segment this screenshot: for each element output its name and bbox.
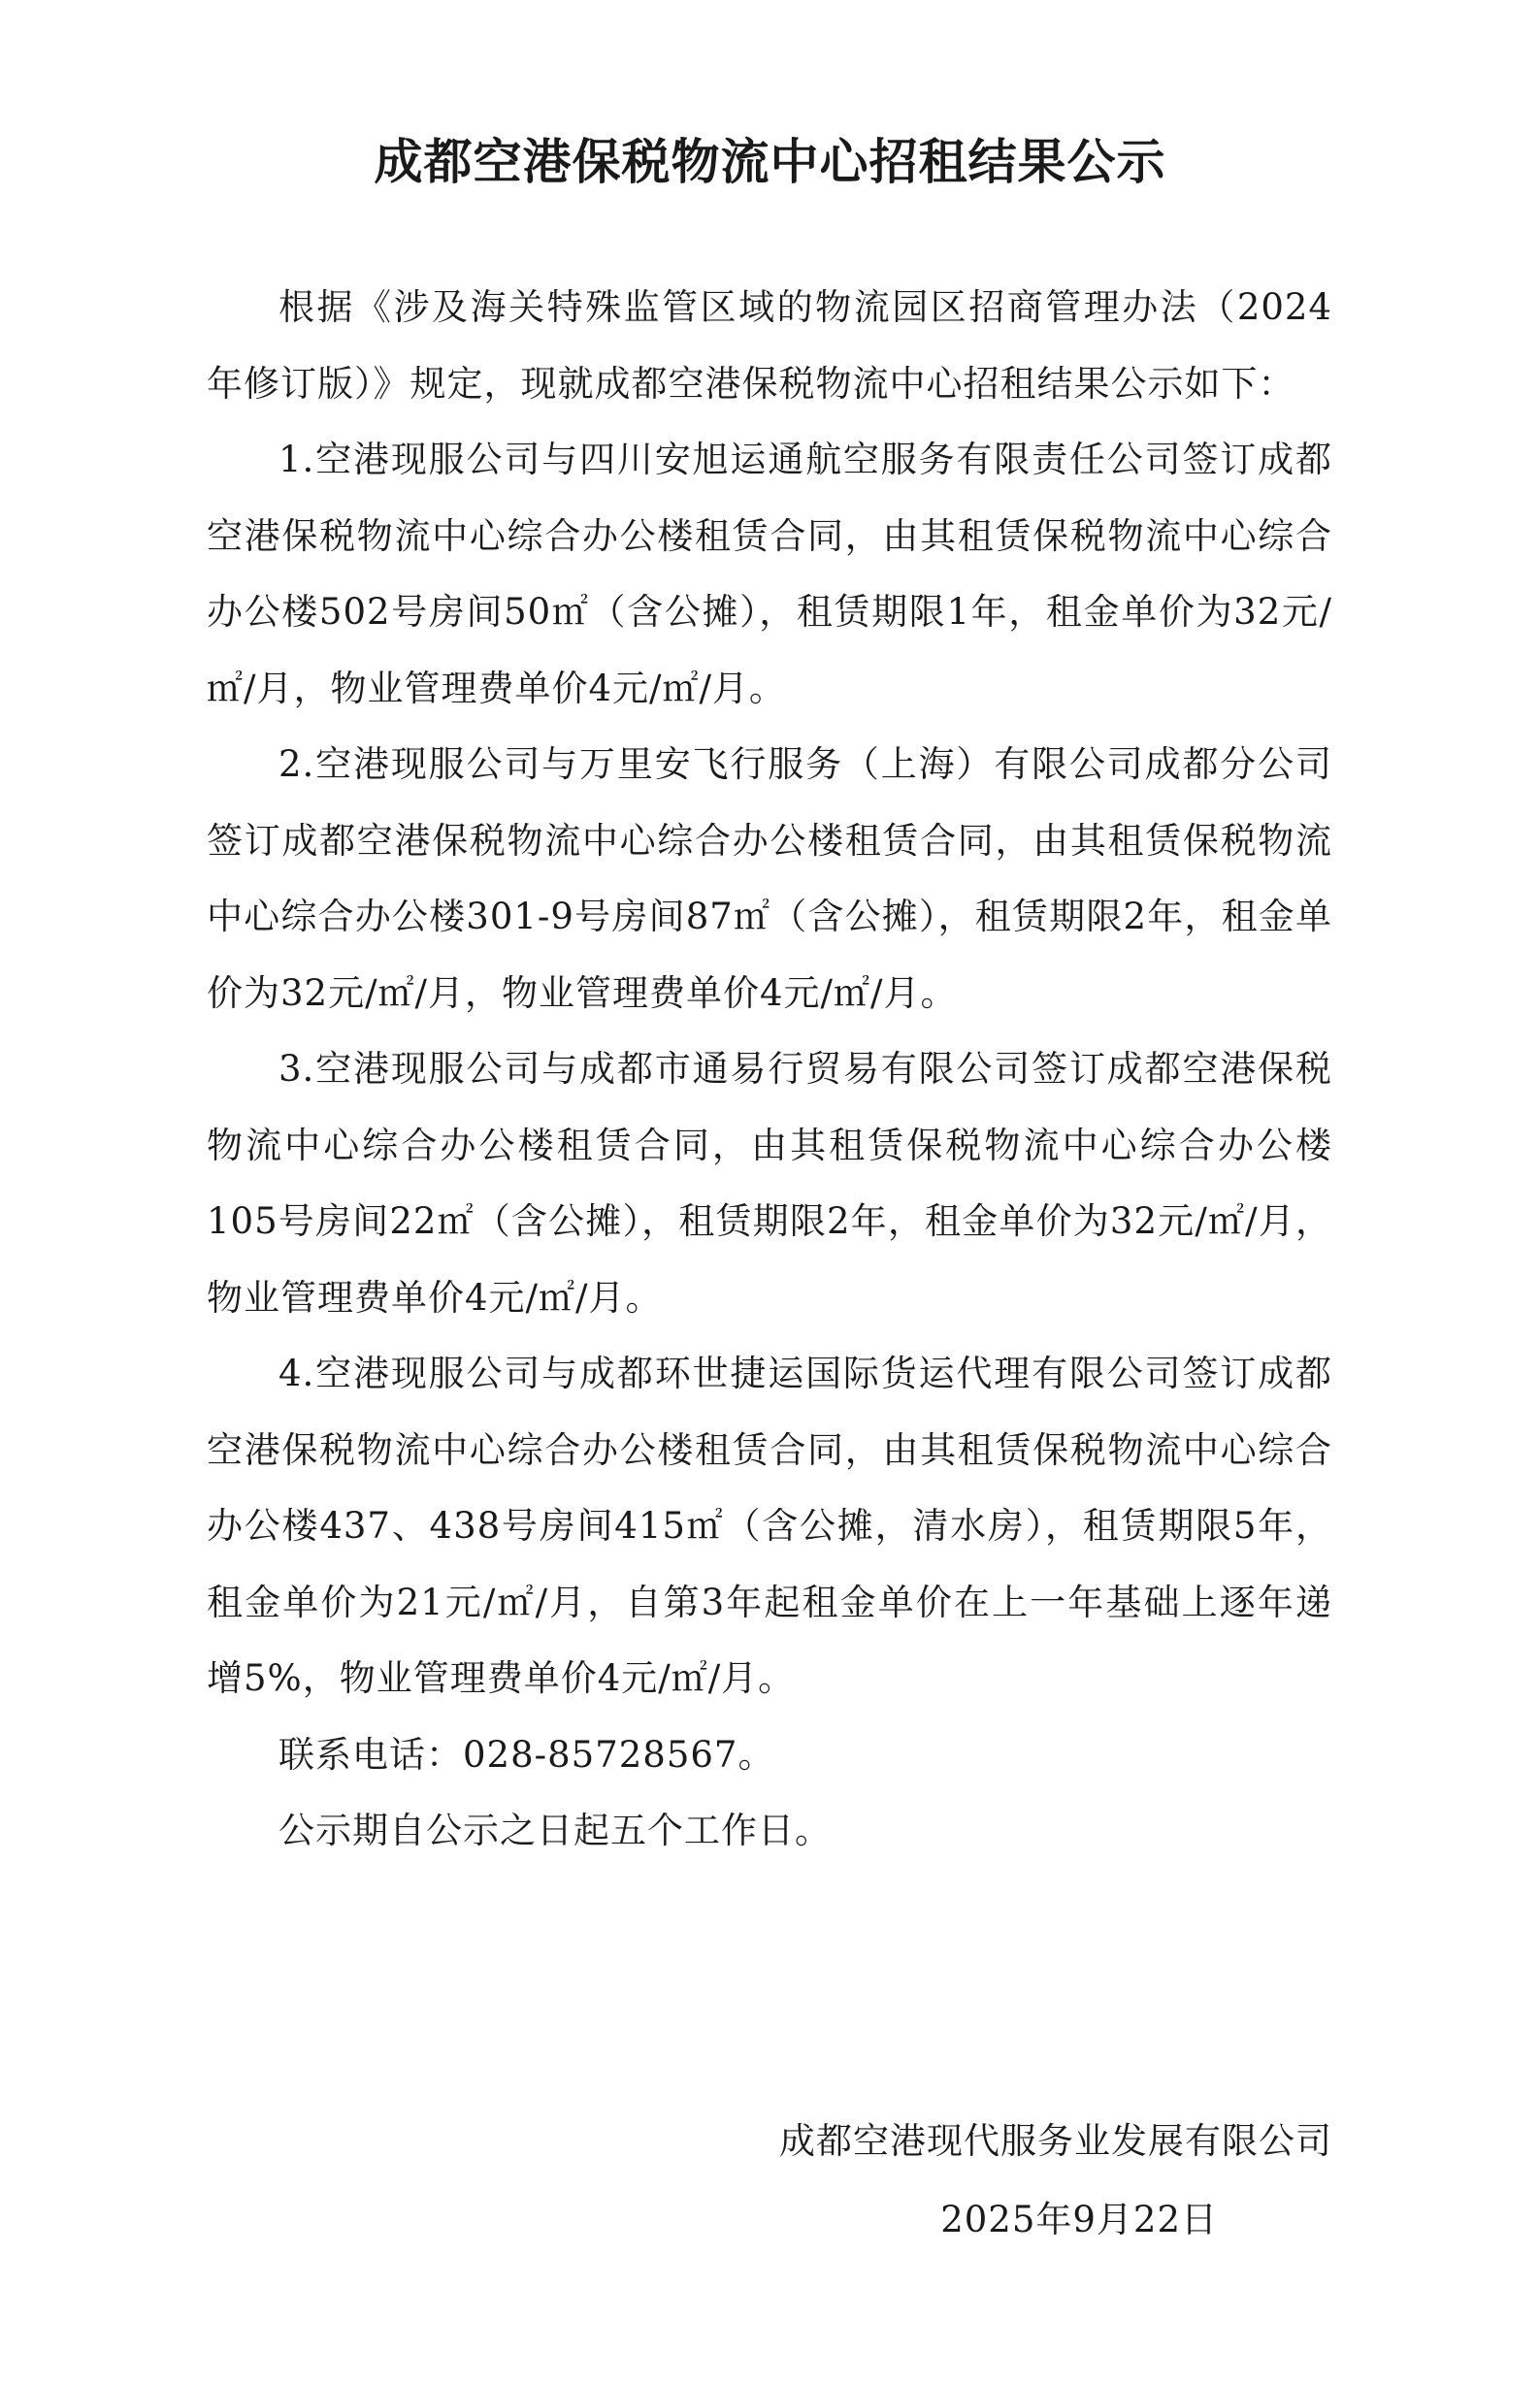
result-item-4: 4.空港现服公司与成都环世捷运国际货运代理有限公司签订成都空港保税物流中心综合办公楼租赁合同，由其租赁保税物流中心综合办公楼437、438号房间415㎡（含公摊，清水房），租赁期限5年，租金单价为21元/㎡/月，自第3年起租金单价在上一年基础上逐年递增5%，物业管理费单价4元/㎡/月。: [207, 1353, 1332, 1699]
result-item-3: 3.空港现服公司与成都市通易行贸易有限公司签订成都空港保税物流中心综合办公楼租赁合同，由其租赁保税物流中心综合办公楼105号房间22㎡（含公摊），租赁期限2年，租金单价为32元/㎡/月，物业管理费单价4元/㎡/月。: [207, 1048, 1332, 1319]
signature-block: [207, 2102, 1332, 2259]
result-item-1: 1.空港现服公司与四川安旭运通航空服务有限责任公司签订成都空港保税物流中心综合办公楼租赁合同，由其租赁保税物流中心综合办公楼502号房间50㎡（含公摊），租赁期限1年，租金单价为32元/㎡/月，物业管理费单价4元/㎡/月。: [207, 439, 1332, 709]
document-body: [207, 270, 1332, 1870]
result-item-2: 2.空港现服公司与万里安飞行服务（上海）有限公司成都分公司签订成都空港保税物流中心综合办公楼租赁合同，由其租赁保税物流中心综合办公楼301-9号房间87㎡（含公摊），租赁期限2年，租金单价为32元/㎡/月，物业管理费单价4元/㎡/月。: [207, 743, 1332, 1014]
signature-date: 2025年9月22日: [940, 2199, 1218, 2240]
publicity-period: 公示期自公示之日起五个工作日。: [279, 1810, 832, 1851]
contact-line: 联系电话：028-85728567。: [279, 1733, 775, 1776]
intro-paragraph: 根据《涉及海关特殊监管区域的物流园区招商管理办法（2024年修订版）》规定，现就成都空港保税物流中心招租结果公示如下：: [207, 286, 1332, 405]
signature-organization: 成都空港现代服务业发展有限公司: [779, 2120, 1332, 2162]
document-title: 成都空港保税物流中心招租结果公示: [374, 134, 1166, 190]
